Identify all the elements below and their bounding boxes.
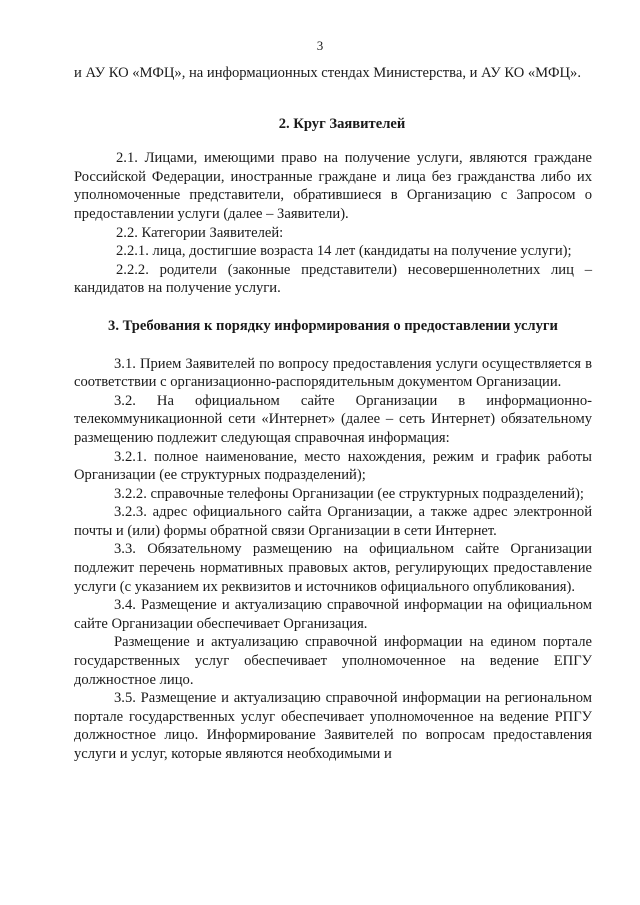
paragraph-3-3: 3.3. Обязательному размещению на официальном сайте Организации подлежит перечень нормативных правовых актов, регулирующих предоставление услуги (с указанием их реквизитов и источников официального опубликования). [74,541,592,595]
section-2-heading: 2. Круг Заявителей [278,115,406,132]
paragraph-2-1: 2.1. Лицами, имеющими право на получение услуги, являются граждане Российской Федерации, иностранные граждане и лица без гражданства либо их уполномоченные представители, обратившиеся в Организацию с Запросом о предоставлении услуги (далее – Заявители). [74,150,592,222]
paragraph-2-2: 2.2. Категории Заявителей: [116,224,284,241]
intro-paragraph: и АУ КО «МФЦ», на информационных стендах Министерства, и АУ КО «МФЦ». [74,65,581,81]
paragraph-3-2: 3.2. На официальном сайте Организации в информационно-телекоммуникационной сети «Интернет» (далее – сеть Интернет) обязательному размещению подлежит следующая справочная информация: [74,392,592,446]
paragraph-3-2-1: 3.2.1. полное наименование, место нахождения, режим и график работы Организации (ее структурных подразделений); [74,448,592,484]
document-body [74,64,592,764]
paragraph-3-2-2: 3.2.2. справочные телефоны Организации (ее структурных подразделений); [114,485,584,502]
paragraph-3-4-epgu: Размещение и актуализацию справочной информации на едином портале государственных услуг обеспечивает уполномоченное на ведение ЕПГУ должностное лицо. [74,634,592,688]
paragraph-3-1: 3.1. Прием Заявителей по вопросу предоставления услуги осуществляется в соответствии с организационно-распорядительным документом Организации. [74,355,592,391]
paragraph-2-2-2: 2.2.2. родители (законные представители) несовершеннолетних лиц – кандидатов на получение услуги. [74,261,592,297]
section-3-heading: 3. Требования к порядку информирования о предоставлении услуги [108,317,558,334]
paragraph-3-5: 3.5. Размещение и актуализацию справочной информации на региональном портале государственных услуг обеспечивает уполномоченное на ведение РПГУ должностное лицо. Информирование Заявителей по вопросам предоставления услуги и услуг, которые являются необходимыми и [74,690,592,762]
paragraph-2-2-1: 2.2.1. лица, достигшие возраста 14 лет (кандидаты на получение услуги); [116,243,572,260]
paragraph-3-4: 3.4. Размещение и актуализацию справочной информации на официальном сайте Организации обеспечивает Организация. [74,597,592,632]
paragraph-3-2-3: 3.2.3. адрес официального сайта Организации, а также адрес электронной почты и (или) формы обратной связи Организации в сети Интернет. [74,504,592,539]
page-number: 3 [316,38,324,53]
